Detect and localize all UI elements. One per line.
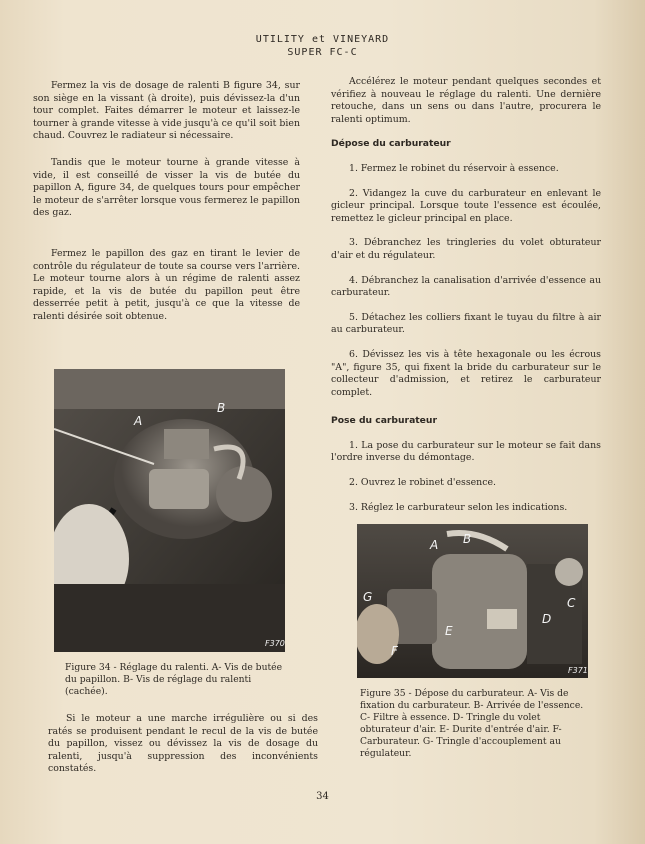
figure-34-caption: Figure 34 - Réglage du ralenti. A- Vis de butée du papillon. B- Vis de réglage du ralenti (cachée). [65, 662, 283, 697]
figure-35-photo [357, 524, 588, 678]
figure-35-tag: F371 [568, 666, 588, 675]
header-subtitle: SUPER FC-C [287, 47, 358, 58]
paragraph: Tandis que le moteur tourne à grande vitesse à vide, il est conseillé de visser la vis de butée du papillon A, figure 34, de quelques tours pour empêcher le moteur de s'arrêter lorsque vous fermerez le papillon des gaz. [33, 156, 300, 219]
right-column [331, 76, 601, 526]
list-item: 1. La pose du carburateur sur le moteur se fait dans l'ordre inverse du démontage. [331, 439, 601, 464]
left-column [33, 80, 300, 336]
list-item: 3. Réglez le carburateur selon les indications. [349, 501, 568, 513]
figure-34-tag: F370 [265, 639, 285, 648]
page-header [0, 33, 645, 59]
list-item: 1. Fermez le robinet du réservoir à essence. [349, 162, 559, 174]
list-item: 4. Débranchez la canalisation d'arrivée d'essence au carburateur. [331, 274, 601, 299]
figure-35-caption: Figure 35 - Dépose du carburateur. A- Vis de fixation du carburateur. B- Arrivée de l'essence. C- Filtre à essence. D- Tringle du volet obturateur d'air. E- Durite d'entrée d'air. F- Carburateur. G- Tringle d'accouplement au régulateur. [360, 688, 584, 759]
figure-34-label-b: B [217, 401, 226, 415]
paragraph: Accélérez le moteur pendant quelques secondes et vérifiez à nouveau le réglage du ralenti. Une dernière retouche, dans un sens ou dans l'autre, procurera le ralenti optimum. [331, 76, 601, 125]
figure-35-label-d: D [542, 612, 552, 626]
figure-35-label-b: B [463, 532, 472, 546]
figure-34-photo [54, 369, 285, 652]
section-title-depose: Dépose du carburateur [331, 138, 451, 150]
list-item: 2. Ouvrez le robinet d'essence. [349, 477, 496, 489]
list-item: 3. Débranchez les tringleries du volet obturateur d'air et du régulateur. [331, 237, 601, 261]
list-item: 2. Vidangez la cuve du carburateur en enlevant le gicleur principal. Lorsque toute l'essence est écoulée, remettez le gicleur principal en place. [331, 187, 601, 224]
figure-35-label-a: A [430, 538, 439, 552]
figure-35-label-c: C [567, 596, 576, 610]
figure-35-label-g: G [363, 590, 373, 604]
section-title-pose: Pose du carburateur [331, 415, 437, 427]
left-column-bottom [48, 713, 318, 788]
list-item: 6. Dévissez les vis à tête hexagonale ou les écrous "A", figure 35, qui fixent la bride du carburateur sur le collecteur d'admission, et retirez le carburateur complet. [331, 348, 601, 398]
figure-35-label-e: E [445, 624, 453, 638]
paragraph: Fermez la vis de dosage de ralenti B figure 34, sur son siège en la vissant (à droite), puis dévissez-la d'un tour complet. Faites démarrer le moteur et laissez-le tourner à grande vitesse à vide jusqu'à ce qu'il soit bien chaud. Couvrez le radiateur si nécessaire. [33, 80, 300, 142]
figure-35-label-f: F [391, 644, 398, 658]
page-number: 34 [316, 791, 329, 802]
paragraph: Si le moteur a une marche irrégulière ou si des ratés se produisent pendant le recul de la vis de butée du papillon, vissez ou dévissez la vis de dosage du ralenti, jusqu'à suppression des inconvénients constatés. [48, 713, 318, 775]
paragraph: Fermez le papillon des gaz en tirant le levier de contrôle du régulateur de toute sa course vers l'arrière. Le moteur tourne alors à un régime de ralenti assez rapide, et la vis de butée du papillon peut être desserrée petit à petit, jusqu'à ce que la vitesse de ralenti désirée soit obtenue. [33, 247, 300, 322]
list-item: 5. Détachez les colliers fixant le tuyau du filtre à air au carburateur. [331, 311, 601, 336]
figure-34-label-a: A [134, 414, 143, 428]
header-title: UTILITY et VINEYARD [255, 34, 390, 45]
